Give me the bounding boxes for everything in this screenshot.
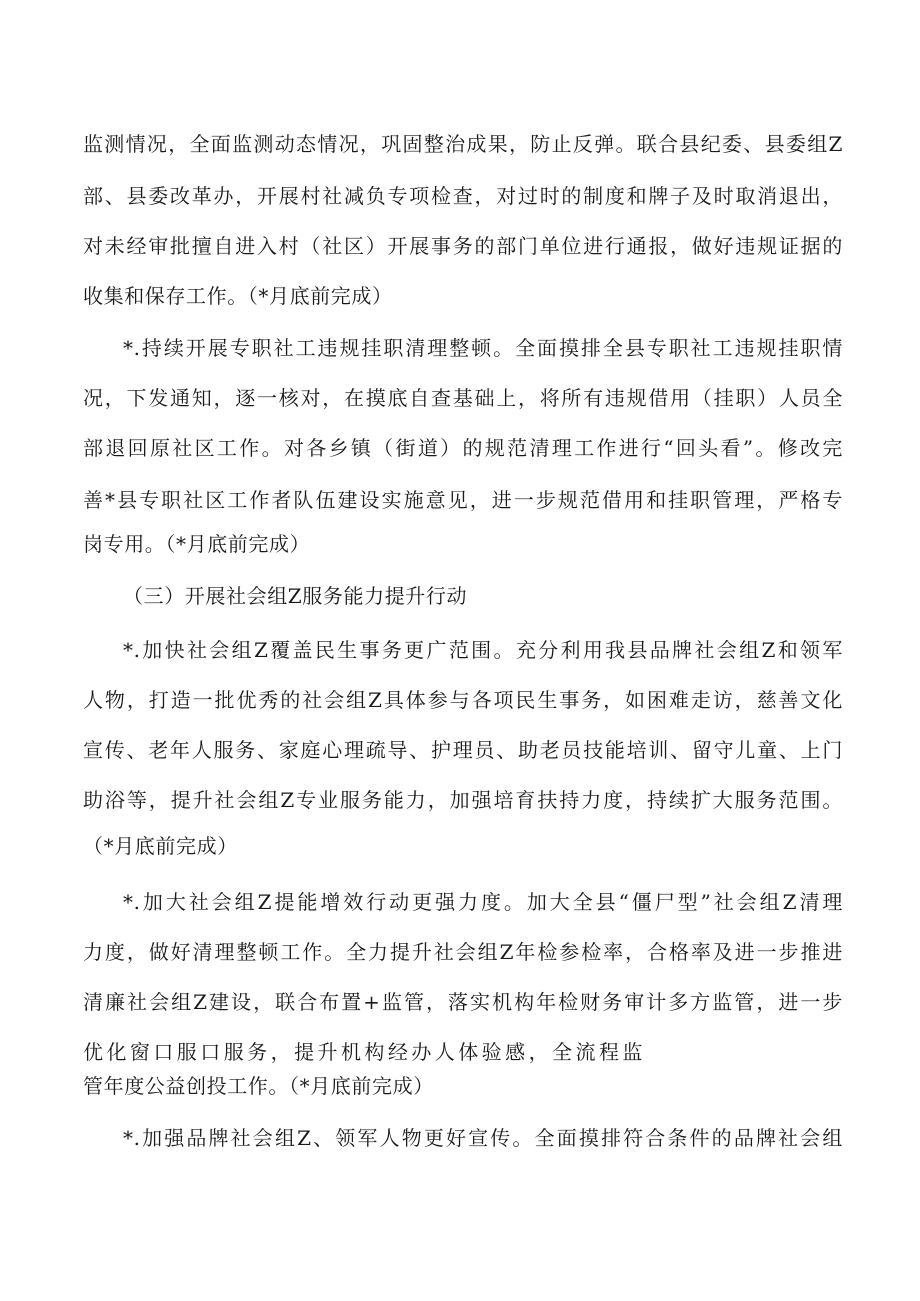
body-text-line: 监测情况，全面监测动态情况，巩固整治成果，防止反弹。联合县纪委、县委组Z: [83, 132, 843, 156]
body-text-line: 人物，打造一批优秀的社会组Z具体参与各项民生事务，如困难走访，慈善文化: [83, 688, 843, 712]
body-text-line: 收集和保存工作。（*月底前完成）: [83, 284, 393, 308]
body-text-line: 部、县委改革办，开展村社减负专项检查，对过时的制度和牌子及时取消退出，: [83, 184, 843, 208]
body-text-line: 对未经审批擅自进入村（社区）开展事务的部门单位进行通报，做好违规证据的: [83, 234, 843, 258]
body-text-line: 优化窗口服口服务，提升机构经办人体验感，全流程监: [83, 1040, 643, 1064]
body-text-line: 宣传、老年人服务、家庭心理疏导、护理员、助老员技能培训、留守儿童、上门: [83, 738, 843, 762]
body-text-line: 清廉社会组Z建设，联合布置+监管，落实机构年检财务审计多方监管，进一步: [83, 990, 843, 1014]
body-text-line: 岗专用。（*月底前完成）: [83, 532, 311, 556]
body-text-line: *.加大社会组Z提能增效行动更强力度。加大全县“僵尸型”社会组Z清理: [123, 890, 843, 914]
body-text-line: 况，下发通知，逐一核对，在摸底自查基础上，将所有违规借用（挂职）人员全: [83, 386, 843, 410]
body-text-line: （*月底前完成）: [83, 834, 238, 858]
body-text-line: 管年度公益创投工作。（*月底前完成）: [83, 1074, 434, 1098]
body-text-line: *.加快社会组Z覆盖民生事务更广范围。充分利用我县品牌社会组Z和领军: [123, 638, 843, 662]
body-text-line: 部退回原社区工作。对各乡镇（街道）的规范清理工作进行“回头看”。修改完: [83, 436, 843, 460]
body-text-line: *.加强品牌社会组Z、领军人物更好宣传。全面摸排符合条件的品牌社会组: [123, 1126, 843, 1150]
body-text-line: 力度，做好清理整顿工作。全力提升社会组Z年检参检率，合格率及进一步推进: [83, 940, 843, 964]
body-text-line: 善*县专职社区工作者队伍建设实施意见，进一步规范借用和挂职管理，严格专: [83, 488, 843, 512]
body-text-line: *.持续开展专职社工违规挂职清理整顿。全面摸排全县专职社工违规挂职情: [123, 336, 843, 360]
body-text-line: 助浴等，提升社会组Z专业服务能力，加强培育扶持力度，持续扩大服务范围。: [83, 788, 843, 812]
section-heading: （三）开展社会组Z服务能力提升行动: [123, 584, 468, 608]
